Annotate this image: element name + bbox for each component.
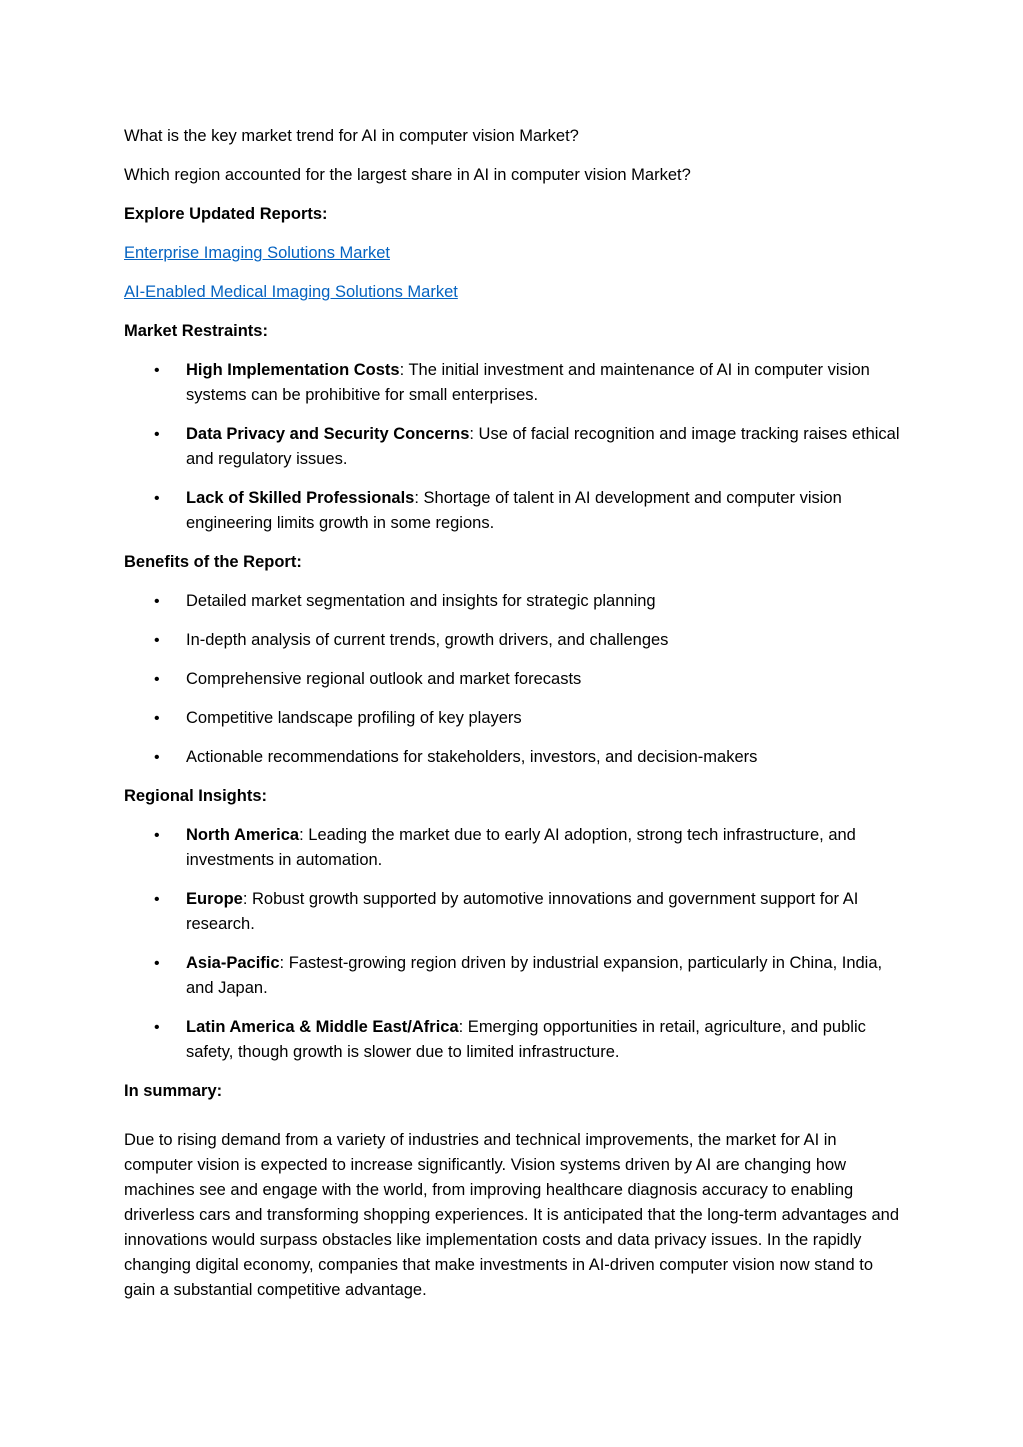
question-largest-region: Which region accounted for the largest share in AI in computer vision Market? [124, 166, 691, 184]
explore-heading: Explore Updated Reports: [124, 205, 328, 223]
list-item [124, 745, 900, 770]
bullet-icon: • [154, 827, 160, 844]
item-term: Lack of Skilled Professionals [186, 489, 415, 507]
list-item [124, 358, 900, 408]
bullet-icon: • [154, 891, 160, 908]
regional-heading: Regional Insights: [124, 787, 268, 805]
question-market-trend: What is the key market trend for AI in computer vision Market? [124, 127, 579, 145]
item-term: Latin America & Middle East/Africa [186, 1018, 459, 1036]
restraints-heading: Market Restraints: [124, 322, 268, 340]
item-term: High Implementation Costs [186, 361, 400, 379]
item-text: Detailed market segmentation and insights for strategic planning [186, 592, 656, 610]
bullet-icon: • [154, 632, 160, 649]
item-term: North America [186, 826, 300, 844]
list-item [124, 486, 900, 536]
item-text: : Robust growth supported by automotive innovations and government support for AI research. [186, 890, 859, 933]
bullet-icon: • [154, 1019, 160, 1036]
bullet-icon: • [154, 426, 160, 443]
document-page [124, 124, 900, 1317]
item-text: : Fastest-growing region driven by industrial expansion, particularly in China, India, and Japan. [186, 954, 883, 997]
explore-link-row-1 [124, 241, 900, 266]
item-term: Asia-Pacific [186, 954, 280, 972]
item-term: Europe [186, 890, 243, 908]
benefits-heading: Benefits of the Report: [124, 553, 302, 571]
item-text: Comprehensive regional outlook and market forecasts [186, 670, 582, 688]
restraints-list [124, 358, 900, 536]
item-text: : The initial investment and maintenance of AI in computer vision systems can be prohibitive for small enterprises. [186, 361, 870, 404]
item-text: Actionable recommendations for stakeholders, investors, and decision-makers [186, 748, 758, 766]
ai-medical-imaging-link[interactable]: AI-Enabled Medical Imaging Solutions Market [124, 283, 458, 301]
bullet-icon: • [154, 710, 160, 727]
list-item [124, 667, 900, 692]
list-item [124, 422, 900, 472]
list-item [124, 628, 900, 653]
item-text: In-depth analysis of current trends, growth drivers, and challenges [186, 631, 669, 649]
benefits-list [124, 589, 900, 770]
item-text: : Shortage of talent in AI development and computer vision engineering limits growth in some regions. [186, 489, 842, 532]
summary-paragraph: Due to rising demand from a variety of industries and technical improvements, the market for AI in computer vision is expected to increase significantly. Vision systems driven by AI are changing how machines see and engage with the world, from improving healthcare diagnosis accuracy to enabling driverless cars and transforming shopping experiences. It is anticipated that the long-term advantages and innovations would surpass obstacles like implementation costs and data privacy issues. In the rapidly changing digital economy, companies that make investments in AI-driven computer vision now stand to gain a substantial competitive advantage. [124, 1131, 900, 1299]
item-text: : Use of facial recognition and image tracking raises ethical and regulatory issues. [186, 425, 900, 468]
item-term: Data Privacy and Security Concerns [186, 425, 470, 443]
explore-link-row-2 [124, 280, 900, 305]
bullet-icon: • [154, 955, 160, 972]
enterprise-imaging-link[interactable]: Enterprise Imaging Solutions Market [124, 244, 390, 262]
list-item [124, 951, 900, 1001]
item-text: Competitive landscape profiling of key players [186, 709, 522, 727]
list-item [124, 589, 900, 614]
list-item [124, 823, 900, 873]
list-item [124, 887, 900, 937]
item-text: : Leading the market due to early AI adoption, strong tech infrastructure, and investments in automation. [186, 826, 856, 869]
list-item [124, 706, 900, 731]
bullet-icon: • [154, 490, 160, 507]
bullet-icon: • [154, 671, 160, 688]
bullet-icon: • [154, 749, 160, 766]
bullet-icon: • [154, 362, 160, 379]
list-item [124, 1015, 900, 1065]
regional-list [124, 823, 900, 1065]
item-text: : Emerging opportunities in retail, agriculture, and public safety, though growth is slower due to limited infrastructure. [186, 1018, 866, 1061]
summary-heading: In summary: [124, 1082, 223, 1100]
bullet-icon: • [154, 593, 160, 610]
